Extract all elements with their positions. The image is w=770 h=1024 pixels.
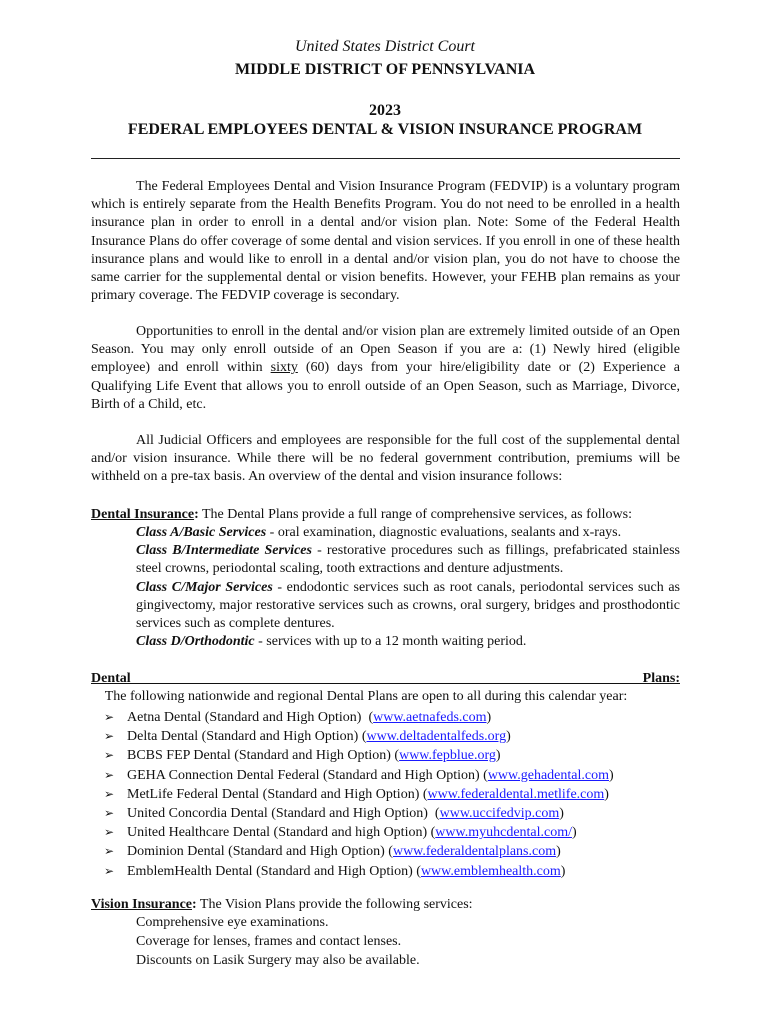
intro-paragraph-1-text: The Federal Employees Dental and Vision Insurance Program (FEDVIP) is a voluntary program which is entirely separate from the Health Benefits Program. You do not need to be enrolled in a health insurance plan in order to enroll in a dental and/or vision plan. Note: Some of the Federal Health Insurance Plans do offer coverage of some dental and vision services. If you enroll in one of these health insurance plans and would like to enroll in a dental and/or vision plan, you do not have to choose the same carrier for the supplemental dental or vision benefits. However, your FEHB plan remains as your primary coverage. The FEDVIP coverage is secondary.: [91, 179, 680, 304]
plan-link[interactable]: www.fepblue.org: [399, 748, 496, 764]
plan-name: BCBS FEP Dental (Standard and High Option) (: [127, 748, 400, 764]
intro-paragraph-3: [91, 432, 680, 487]
intro-paragraph-1: [91, 178, 680, 305]
vision-insurance-colon: :: [192, 897, 197, 912]
dental-class-a: [136, 524, 680, 542]
list-item: [104, 766, 614, 785]
intro-paragraph-2-text-a: Opportunities to enroll in the dental and/or vision plan are extremely limited outside of an Open Season. You may only enroll outside of an Open Season if you are a: (1) Newly hired (eligible employee) and enroll within: [91, 324, 680, 376]
plan-name: GEHA Connection Dental Federal (Standard and High Option) (: [127, 767, 488, 783]
list-item: [104, 804, 614, 823]
plan-close: ): [506, 729, 511, 745]
list-item: [104, 708, 614, 727]
dental-insurance-text: The Dental Plans provide a full range of comprehensive services, as follows:: [198, 507, 632, 522]
plan-link[interactable]: www.myuhcdental.com/: [435, 825, 573, 841]
arrow-bullet-icon: ➢: [104, 806, 115, 821]
list-item: Comprehensive eye examinations.: [136, 915, 329, 930]
list-item: Coverage for lenses, frames and contact lenses.: [136, 933, 402, 949]
plan-close: ): [604, 786, 609, 802]
plan-link[interactable]: www.uccifedvip.com: [439, 806, 560, 822]
program-year: 2023: [369, 102, 401, 119]
class-desc: - oral examination, diagnostic evaluations, sealants and x-rays.: [266, 525, 622, 540]
class-desc: - services with up to a 12 month waiting period.: [254, 634, 527, 650]
arrow-bullet-icon: ➢: [104, 825, 115, 840]
plan-close: ): [495, 748, 501, 764]
class-desc: - endodontic services such as root canals, periodontal services such as gingivectomy, major restorative services such as crowns, oral surgery, bridges and prosthodontic services such as complete dentures.: [136, 579, 680, 632]
plan-link[interactable]: www.federaldentalplans.com: [392, 844, 557, 860]
plan-name: MetLife Federal Dental (Standard and High Option) (: [127, 786, 428, 802]
dental-insurance-intro: [91, 506, 680, 524]
plan-name: Aetna Dental (Standard and High Option) (: [127, 710, 374, 725]
list-item: [104, 823, 614, 842]
list-item: [104, 746, 614, 765]
dental-classes: [136, 524, 680, 651]
class-title: Class D/Orthodontic: [136, 634, 255, 650]
plan-close: ): [560, 863, 566, 879]
header-divider: [91, 158, 680, 159]
plan-name: United Healthcare Dental (Standard and high Option) (: [127, 825, 436, 841]
district-name: MIDDLE DISTRICT OF PENNSYLVANIA: [234, 61, 536, 78]
plan-link[interactable]: www.aetnafeds.com: [373, 710, 487, 725]
intro-paragraph-3-text: All Judicial Officers and employees are responsible for the full cost of the supplemental dental and/or vision insurance. While there will be no federal government contribution, premiums will be withheld on a pre-tax basis. An overview of the dental and vision insurance follows:: [91, 433, 680, 485]
class-title: Class C/Major Services: [136, 579, 273, 595]
class-desc: - restorative procedures such as fillings, prefabricated stainless steel crowns, periodontal scaling, tooth extractions and denture adjustments.: [136, 543, 680, 577]
vision-insurance-text: The Vision Plans provide the following services:: [196, 897, 473, 912]
court-name: United States District Court: [295, 38, 475, 55]
dental-plans-list: [104, 708, 614, 881]
list-item: Discounts on Lasik Surgery may also be available.: [136, 952, 420, 968]
intro-paragraph-2-text-b: (60) days from your hire/eligibility date or (2) Experience a Qualifying Life Event that allows you to enroll outside of an Open Season, such as Marriage, Divorce, Birth of a Child, etc.: [91, 360, 681, 412]
arrow-bullet-icon: ➢: [104, 844, 115, 859]
dental-class-b: [136, 542, 680, 578]
plan-name: Dominion Dental (Standard and High Option) (: [127, 844, 393, 860]
vision-services-list: [136, 914, 420, 971]
plan-link[interactable]: www.federaldental.metlife.com: [427, 786, 605, 802]
plan-name: Delta Dental (Standard and High Option) (: [127, 729, 367, 745]
plan-link[interactable]: www.deltadentalfeds.org: [366, 729, 507, 745]
dental-plans-heading: Dental Plans:: [91, 671, 680, 686]
dental-insurance-colon: :: [194, 507, 199, 522]
plan-link[interactable]: www.emblemhealth.com: [420, 863, 561, 879]
arrow-bullet-icon: ➢: [104, 786, 115, 801]
plan-link[interactable]: www.gehadental.com: [487, 767, 609, 783]
list-item: [104, 842, 614, 861]
vision-insurance-intro: [91, 896, 680, 914]
plan-close: ): [608, 767, 614, 783]
plan-close: ): [486, 710, 492, 725]
list-item: [104, 862, 614, 881]
list-item: [104, 727, 614, 746]
arrow-bullet-icon: ➢: [104, 710, 115, 724]
plan-close: ): [572, 825, 577, 841]
intro-paragraph-2: [91, 323, 680, 414]
plan-name: United Concordia Dental (Standard and High Option) (: [127, 806, 440, 822]
arrow-bullet-icon: ➢: [104, 863, 115, 878]
plan-close: ): [556, 844, 561, 860]
dental-class-c: [136, 579, 680, 634]
class-title: Class A/Basic Services: [136, 525, 267, 540]
vision-insurance-heading: Vision Insurance: [91, 897, 193, 912]
dental-class-d: [136, 633, 680, 651]
arrow-bullet-icon: ➢: [104, 767, 115, 782]
sixty-underlined: sixty: [270, 360, 298, 376]
dental-plans-text: The following nationwide and regional Dental Plans are open to all during this calendar year:: [91, 689, 628, 705]
arrow-bullet-icon: ➢: [104, 729, 115, 744]
program-title: FEDERAL EMPLOYEES DENTAL & VISION INSURANCE PROGRAM: [127, 121, 643, 138]
dental-plans-intro: [91, 670, 680, 706]
plan-close: ): [559, 806, 564, 822]
arrow-bullet-icon: ➢: [104, 748, 115, 763]
class-title: Class B/Intermediate Services: [136, 543, 312, 559]
plan-name: EmblemHealth Dental (Standard and High Option) (: [127, 863, 421, 879]
dental-insurance-heading: Dental Insurance: [91, 507, 195, 522]
list-item: [104, 785, 614, 804]
